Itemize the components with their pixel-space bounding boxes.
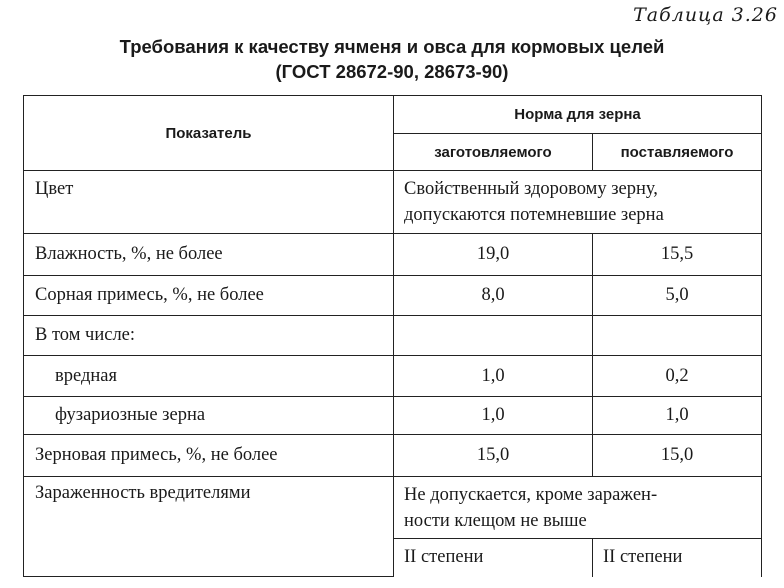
table-subtitle: (ГОСТ 28672-90, 28673-90) xyxy=(275,61,509,82)
value-procured: 15,0 xyxy=(394,435,593,477)
row-label: В том числе: xyxy=(24,316,394,356)
row-label: Зерновая примесь, %, не более xyxy=(24,435,394,477)
row-label: Влажность, %, не более xyxy=(24,234,394,276)
header-procured: заготовляемого xyxy=(394,134,593,171)
row-label: Сорная примесь, %, не более xyxy=(24,276,394,316)
header-row xyxy=(24,96,762,134)
row-text-line: Свойственный здоровому зерну, xyxy=(404,179,658,199)
value-procured: 19,0 xyxy=(394,234,593,276)
row-text xyxy=(394,477,762,539)
value-procured: 1,0 xyxy=(394,356,593,397)
row-text-line: допускаются потемневшие зерна xyxy=(404,205,664,225)
table-row xyxy=(24,276,762,316)
value-supplied: 5,0 xyxy=(593,276,762,316)
row-text-line: Не допускается, кроме заражен- xyxy=(404,484,658,505)
table-row xyxy=(24,397,762,435)
value-supplied: 15,0 xyxy=(593,435,762,477)
table-row xyxy=(24,356,762,397)
table-row xyxy=(24,234,762,276)
table-row xyxy=(24,435,762,477)
value-supplied: 0,2 xyxy=(593,356,762,397)
value-procured: 1,0 xyxy=(394,397,593,435)
row-label: вредная xyxy=(24,356,394,397)
header-norm: Норма для зерна xyxy=(394,96,762,134)
value-procured: 8,0 xyxy=(394,276,593,316)
row-label: Цвет xyxy=(24,171,394,234)
value-supplied: II степени xyxy=(593,539,762,577)
header-indicator: Показатель xyxy=(24,96,394,171)
value-procured xyxy=(394,316,593,356)
value-procured: II степени xyxy=(394,539,593,577)
row-text xyxy=(394,171,762,234)
value-supplied: 15,5 xyxy=(593,234,762,276)
row-label: Зараженность вредителями xyxy=(24,477,394,577)
table-row xyxy=(24,316,762,356)
row-label: фузариозные зерна xyxy=(24,397,394,435)
row-text-line: ности клещом не выше xyxy=(404,510,587,531)
table-number: Таблица 3.26 xyxy=(633,4,778,26)
table-row xyxy=(24,171,762,234)
table-title: Требования к качеству ячменя и овса для кормовых целей xyxy=(119,36,665,57)
table-row xyxy=(24,477,762,539)
header-supplied: поставляемого xyxy=(593,134,762,171)
value-supplied xyxy=(593,316,762,356)
value-supplied: 1,0 xyxy=(593,397,762,435)
requirements-table xyxy=(23,95,762,577)
